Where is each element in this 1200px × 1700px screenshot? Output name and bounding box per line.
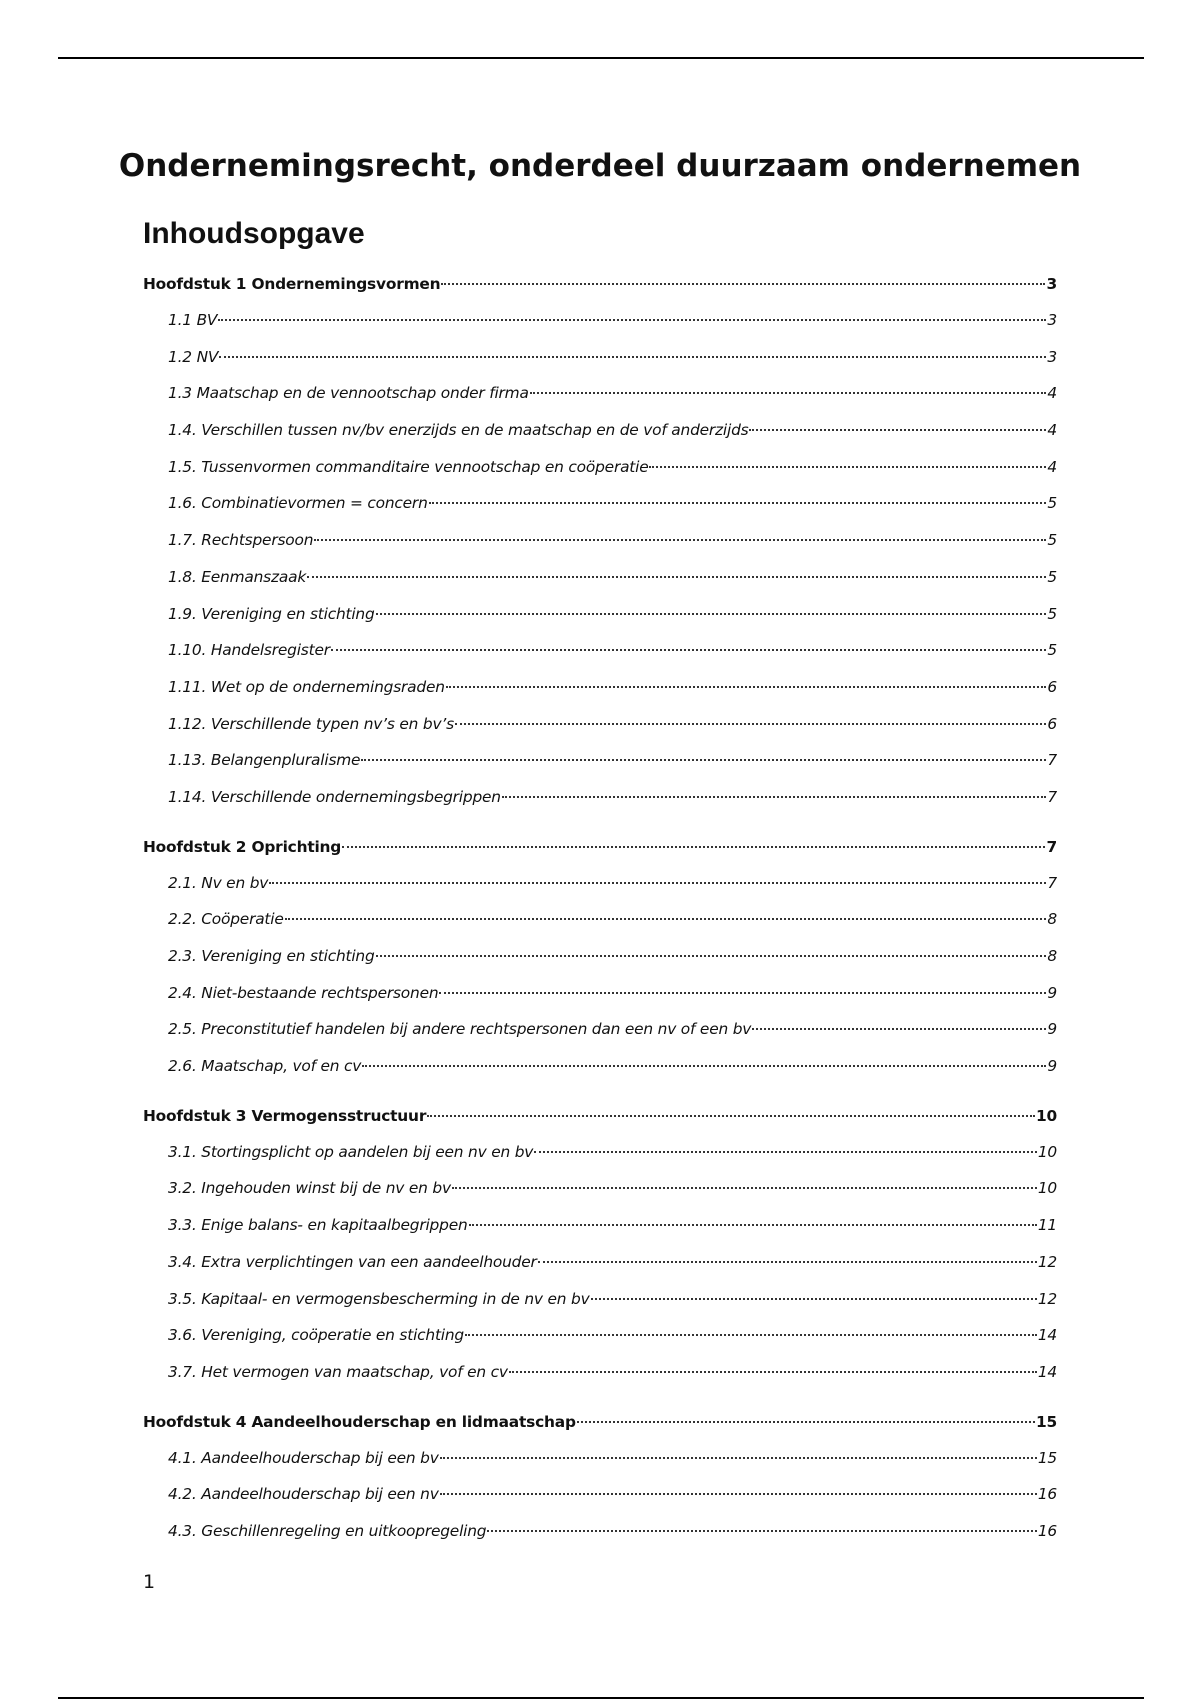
toc-entry-page: 16 [1037, 1485, 1057, 1504]
toc-entry-page: 14 [1037, 1362, 1057, 1381]
toc-entry-label: 1.9. Vereniging en stichting [168, 604, 375, 623]
toc-entry-page: 9 [1047, 1057, 1057, 1076]
toc-entry-page: 16 [1037, 1521, 1057, 1540]
toc-entry-label: 4.2. Aandeelhouderschap bij een nv [168, 1485, 439, 1504]
toc-entry-page: 3 [1046, 275, 1057, 293]
document-title: Ondernemingsrecht, onderdeel duurzaam ondernemen [118, 148, 1082, 184]
toc-entry-label: 4.1. Aandeelhouderschap bij een bv [168, 1448, 439, 1467]
toc-entry-label: 1.12. Verschillende typen nv’s en bv’s [168, 714, 454, 733]
toc-entry-label: 4.3. Geschillenregeling en uitkoopregeling [168, 1521, 487, 1540]
toc-entry-label: 1.7. Rechtspersoon [168, 531, 314, 550]
toc-entry-page: 4 [1047, 457, 1057, 476]
toc-entry-label: 1.3 Maatschap en de vennootschap onder firma [168, 384, 529, 403]
toc-entry-page: 3 [1047, 311, 1057, 329]
footer-rule [58, 1697, 1144, 1699]
toc-entry-label: 2.3. Vereniging en stichting [168, 947, 375, 965]
toc-section-link[interactable] [143, 947, 1057, 984]
toc-dot-leader [218, 319, 1046, 321]
toc-entry-label: Hoofdstuk 1 Ondernemingsvormen [143, 275, 441, 293]
toc-entry-label: 3.1. Stortingsplicht op aandelen bij een nv en bv [168, 1142, 534, 1161]
toc-dot-leader [362, 1065, 1046, 1067]
toc-section-link[interactable] [143, 874, 1057, 911]
toc-section-link[interactable] [143, 1522, 1057, 1559]
toc-dot-leader [314, 539, 1046, 541]
toc-section-link[interactable] [143, 384, 1057, 421]
toc-entry-page: 4 [1047, 384, 1057, 403]
toc-section-link[interactable] [143, 1216, 1057, 1253]
toc-entry-page: 9 [1047, 1020, 1057, 1039]
toc-dot-leader [269, 882, 1046, 884]
toc-entry-label: 3.4. Extra verplichtingen van een aandeelhouder [168, 1252, 537, 1271]
toc-entry-page: 11 [1037, 1216, 1057, 1235]
toc-dot-leader [439, 992, 1046, 994]
toc-entry-page: 7 [1047, 787, 1057, 806]
toc-entry-label: 3.7. Het vermogen van maatschap, vof en cv [168, 1362, 508, 1381]
toc-entry-label: Hoofdstuk 4 Aandeelhouderschap en lidmaatschap [143, 1412, 576, 1431]
toc-dot-leader [440, 1493, 1037, 1495]
toc-dot-leader [577, 1421, 1035, 1423]
toc-entry-page: 12 [1037, 1289, 1057, 1308]
toc-entry-label: 3.3. Enige balans- en kapitaalbegrippen [168, 1216, 468, 1235]
toc-section-link[interactable] [143, 1326, 1057, 1363]
toc-section-link[interactable] [143, 458, 1057, 495]
toc-dot-leader [749, 429, 1046, 431]
toc-chapter-link[interactable] [143, 275, 1057, 311]
toc-entry-page: 14 [1037, 1326, 1057, 1345]
toc-section-link[interactable] [143, 678, 1057, 715]
toc-entry-page: 12 [1037, 1252, 1057, 1271]
toc-entry-label: 1.1 BV [168, 311, 218, 329]
toc-entry-label: 1.6. Combinatievormen = concern [168, 494, 428, 513]
toc-chapter-link[interactable] [143, 1413, 1057, 1449]
toc-entry-page: 9 [1047, 983, 1057, 1002]
toc-section-link[interactable] [143, 1179, 1057, 1216]
toc-section-link[interactable] [143, 494, 1057, 531]
toc-section-link[interactable] [143, 1485, 1057, 1522]
toc-dot-leader [455, 723, 1047, 725]
toc-entry-label: 2.6. Maatschap, vof en cv [168, 1057, 362, 1076]
toc-dot-leader [452, 1187, 1037, 1189]
toc-entry-page: 4 [1047, 421, 1057, 440]
toc-dot-leader [530, 392, 1047, 394]
toc-section-link[interactable] [143, 1363, 1057, 1400]
toc-entry-page: 10 [1035, 1106, 1057, 1125]
toc-section-link[interactable] [143, 751, 1057, 788]
toc-dot-leader [487, 1530, 1036, 1532]
toc-entry-page: 10 [1037, 1179, 1057, 1198]
toc-section-link[interactable] [143, 984, 1057, 1021]
toc-dot-leader [446, 686, 1047, 688]
toc-dot-leader [591, 1298, 1037, 1300]
toc-section-link[interactable] [143, 1143, 1057, 1180]
toc-dot-leader [534, 1151, 1037, 1153]
toc-dot-leader [342, 846, 1045, 848]
toc-entry-label: 1.5. Tussenvormen commanditaire vennootschap en coöperatie [168, 457, 649, 476]
toc-dot-leader [307, 576, 1046, 578]
toc-entry-page: 7 [1047, 873, 1057, 892]
toc-section-link[interactable] [143, 568, 1057, 605]
toc-entry-label: 1.10. Handelsregister [168, 641, 330, 660]
toc-entry-page: 7 [1046, 837, 1057, 856]
toc-heading: Inhoudsopgave [143, 217, 365, 250]
toc-section-link[interactable] [143, 531, 1057, 568]
toc-section-link[interactable] [143, 605, 1057, 642]
toc-section-link[interactable] [143, 1253, 1057, 1290]
toc-entry-page: 6 [1047, 714, 1057, 733]
toc-entry-page: 5 [1047, 604, 1057, 623]
toc-entry-page: 5 [1047, 531, 1057, 550]
toc-dot-leader [441, 283, 1045, 285]
toc-entry-page: 8 [1047, 947, 1057, 965]
toc-section-link[interactable] [143, 1290, 1057, 1327]
header-rule [58, 57, 1144, 59]
toc-entry-label: 3.6. Vereniging, coöperatie en stichting [168, 1326, 464, 1345]
toc-entry-label: 2.1. Nv en bv [168, 873, 269, 892]
toc-dot-leader [752, 1028, 1046, 1030]
toc-section-link[interactable] [143, 910, 1057, 947]
page-number: 1 [143, 1571, 156, 1593]
table-of-contents [143, 275, 1057, 1572]
toc-chapter [143, 1107, 1057, 1400]
toc-chapter-link[interactable] [143, 838, 1057, 874]
toc-chapter [143, 838, 1057, 1094]
toc-chapter [143, 1413, 1057, 1559]
toc-entry-label: 2.5. Preconstitutief handelen bij andere rechtspersonen dan een nv of een bv [168, 1020, 752, 1039]
toc-entry-page: 15 [1035, 1412, 1057, 1431]
toc-chapter-link[interactable] [143, 1107, 1057, 1143]
toc-entry-page: 5 [1047, 641, 1057, 660]
toc-section-link[interactable] [143, 641, 1057, 678]
toc-entry-label: 1.11. Wet op de ondernemingsraden [168, 677, 445, 696]
toc-entry-page: 10 [1037, 1142, 1057, 1161]
toc-entry-page: 7 [1047, 751, 1057, 770]
toc-entry-label: 1.2 NV [168, 347, 219, 366]
toc-entry-label: 3.5. Kapitaal- en vermogensbescherming in de nv en bv [168, 1289, 590, 1308]
toc-dot-leader [285, 918, 1047, 920]
toc-section-link[interactable] [143, 348, 1057, 385]
toc-entry-page: 5 [1047, 567, 1057, 586]
toc-entry-page: 5 [1047, 494, 1057, 513]
toc-dot-leader [427, 1115, 1035, 1117]
toc-section-link[interactable] [143, 311, 1057, 348]
toc-entry-page: 8 [1047, 910, 1057, 929]
toc-entry-label: Hoofdstuk 3 Vermogensstructuur [143, 1106, 427, 1125]
toc-entry-label: 3.2. Ingehouden winst bij de nv en bv [168, 1179, 451, 1198]
toc-section-link[interactable] [143, 788, 1057, 825]
toc-section-link[interactable] [143, 1020, 1057, 1057]
toc-dot-leader [465, 1334, 1037, 1336]
toc-entry-label: 1.13. Belangenpluralisme [168, 751, 361, 770]
toc-dot-leader [429, 502, 1047, 504]
toc-dot-leader [440, 1457, 1037, 1459]
toc-dot-leader [376, 613, 1047, 615]
toc-chapter [143, 275, 1057, 825]
toc-entry-page: 15 [1037, 1448, 1057, 1467]
toc-section-link[interactable] [143, 1449, 1057, 1486]
toc-dot-leader [502, 796, 1047, 798]
toc-dot-leader [538, 1261, 1037, 1263]
toc-dot-leader [469, 1224, 1037, 1226]
toc-section-link[interactable] [143, 421, 1057, 458]
toc-entry-label: Hoofdstuk 2 Oprichting [143, 837, 342, 856]
toc-section-link[interactable] [143, 715, 1057, 752]
toc-dot-leader [219, 356, 1046, 358]
toc-dot-leader [331, 649, 1047, 651]
toc-entry-page: 6 [1047, 677, 1057, 696]
toc-entry-label: 2.2. Coöperatie [168, 910, 284, 929]
toc-section-link[interactable] [143, 1057, 1057, 1094]
toc-entry-label: 1.4. Verschillen tussen nv/bv enerzijds en de maatschap en de vof anderzijds [168, 421, 749, 440]
toc-entry-page: 3 [1047, 347, 1057, 366]
toc-entry-label: 1.8. Eenmanszaak [168, 567, 307, 586]
toc-dot-leader [649, 466, 1046, 468]
toc-dot-leader [361, 759, 1046, 761]
toc-dot-leader [376, 955, 1047, 957]
toc-entry-label: 2.4. Niet-bestaande rechtspersonen [168, 983, 439, 1002]
toc-entry-label: 1.14. Verschillende ondernemingsbegrippen [168, 787, 501, 806]
toc-dot-leader [509, 1371, 1037, 1373]
